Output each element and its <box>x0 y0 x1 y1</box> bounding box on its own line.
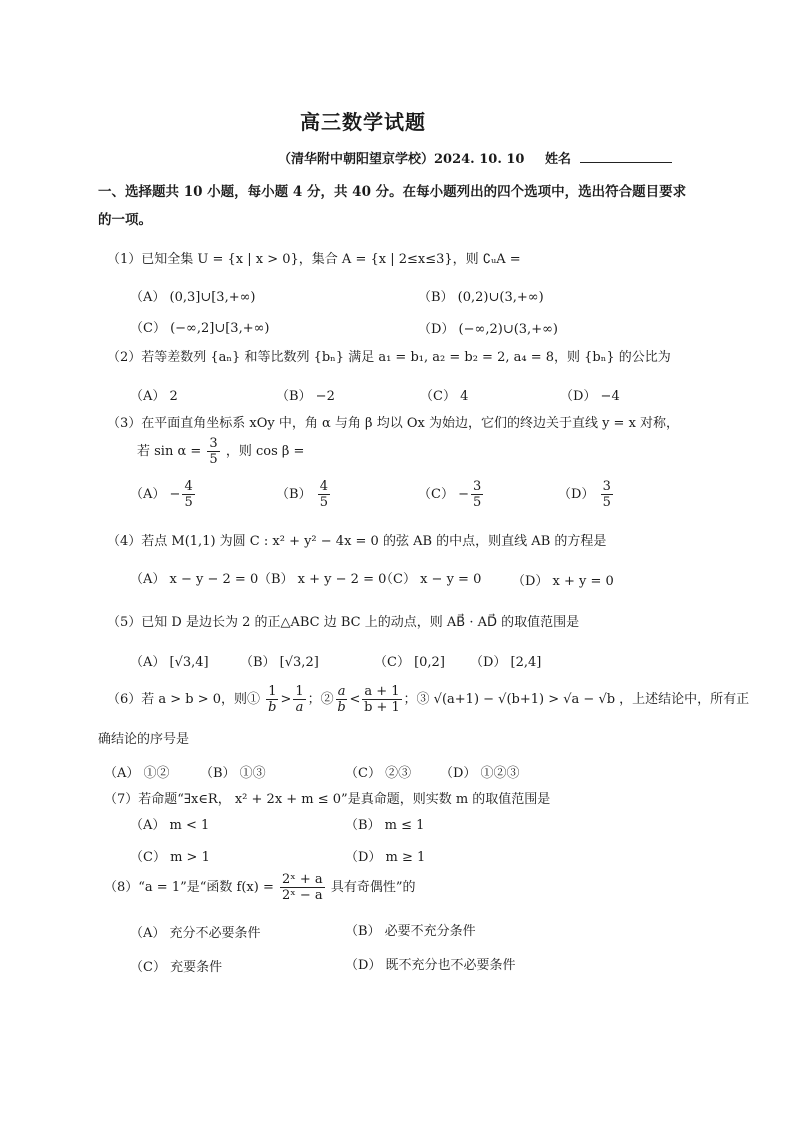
question-5-option-d: （D） [2,4] <box>470 655 542 670</box>
fraction-numerator: a + 1 <box>364 684 400 699</box>
question-7-option-a: （A） m < 1 <box>130 818 210 833</box>
question-1-stem: （1）已知全集 U = {x | x > 0}，集合 A = {x | 2≤x≤3}，则 ∁ᵤA = <box>107 252 521 267</box>
fraction-denominator: 5 <box>602 495 611 510</box>
fraction-numerator: 4 <box>184 479 193 494</box>
fraction <box>182 479 194 510</box>
fraction-denominator: a <box>295 700 304 715</box>
question-6-stem-b: ；③ √(a+1) − √(b+1) > √a − √b ，上述结论中，所有正 <box>403 692 750 707</box>
fraction <box>280 872 325 903</box>
question-5-option-c: （C） [0,2] <box>374 655 445 670</box>
question-3-stem2-pre: 若 sin α = <box>137 444 202 459</box>
question-8-stem-pre: （8）“a = 1”是“函数 f(x) = <box>104 880 274 895</box>
question-6-option-b: （B） ①③ <box>200 766 266 781</box>
fraction <box>601 479 613 510</box>
fraction-numerator: 2ˣ + a <box>281 872 323 887</box>
question-6-stem-line2: 确结论的序号是 <box>98 732 190 747</box>
fraction-numerator: a <box>337 684 346 699</box>
question-8-option-c: （C） 充要条件 <box>130 960 223 975</box>
relation-symbol: > <box>280 692 292 707</box>
fraction-denominator: 2ˣ − a <box>281 888 323 903</box>
fraction-numerator: 3 <box>602 479 611 494</box>
fraction <box>336 684 348 715</box>
fraction-numerator: 1 <box>268 684 277 699</box>
question-3-stem2-post: ，则 cos β = <box>225 444 305 459</box>
fraction <box>207 436 219 467</box>
question-8-option-b: （B） 必要不充分条件 <box>345 924 476 939</box>
question-6-option-a: （A） ①② <box>104 766 170 781</box>
page-title: 高三数学试题 <box>300 110 426 134</box>
fraction <box>266 684 278 715</box>
option-label: （C） <box>418 487 454 502</box>
section-instructions-line2: 的一项。 <box>98 212 152 228</box>
question-4-option-d: （D） x + y = 0 <box>512 574 614 589</box>
question-4-stem: （4）若点 M(1,1) 为圆 C : x² + y² − 4x = 0 的弦 AB 的中点，则直线 AB 的方程是 <box>107 534 607 549</box>
fraction-denominator: b + 1 <box>364 700 400 715</box>
question-2-option-c: （C） 4 <box>420 389 469 404</box>
question-8-stem <box>104 872 415 903</box>
fraction-denominator: b <box>337 700 346 715</box>
question-1-option-d: （D） (−∞,2)∪(3,+∞) <box>418 322 558 337</box>
section-instructions-line1: 一、选择题共 10 小题，每小题 4 分，共 40 分。在每小题列出的四个选项中，选出符合题目要求 <box>98 184 687 200</box>
question-7-option-c: （C） m > 1 <box>130 850 210 865</box>
question-2-option-a: （A） 2 <box>130 389 178 404</box>
fraction <box>318 479 330 510</box>
exam-source-date: （清华附中朝阳望京学校）2024. 10. 10 <box>278 152 525 167</box>
name-blank-line <box>580 162 672 163</box>
question-3-option-a <box>130 479 197 510</box>
question-3-option-c <box>418 479 485 510</box>
question-7-stem: （7）若命题“∃x∈R， x² + 2x + m ≤ 0”是真命题，则实数 m 的取值范围是 <box>104 792 551 807</box>
question-6-stem <box>107 684 749 715</box>
separator: ；② <box>307 692 334 707</box>
question-1-option-b: （B） (0,2)∪(3,+∞) <box>418 290 544 305</box>
question-4-option-b: （B） x + y − 2 = 0 <box>258 572 387 587</box>
question-7-option-d: （D） m ≥ 1 <box>345 850 426 865</box>
fraction <box>471 479 483 510</box>
fraction <box>362 684 401 715</box>
fraction-denominator: 5 <box>209 452 218 467</box>
question-2-option-b: （B） −2 <box>276 389 335 404</box>
fraction-numerator: 3 <box>209 436 218 451</box>
option-label: （B） <box>276 487 312 502</box>
question-6-option-d: （D） ①②③ <box>440 766 520 781</box>
question-1-option-c: （C） (−∞,2]∪[3,+∞) <box>130 321 270 336</box>
option-label: （A） <box>130 487 166 502</box>
question-4-option-a: （A） x − y − 2 = 0 <box>130 572 259 587</box>
question-3-stem-line2 <box>137 436 304 467</box>
option-label: （D） <box>558 487 595 502</box>
question-6-stem-a: （6）若 a > b > 0，则① <box>107 692 261 707</box>
fraction-numerator: 1 <box>295 684 304 699</box>
question-8-option-d: （D） 既不充分也不必要条件 <box>345 958 516 973</box>
fraction-numerator: 3 <box>473 479 482 494</box>
question-5-stem: （5）已知 D 是边长为 2 的正△ABC 边 BC 上的动点，则 AB⃗ · AD⃗ 的取值范围是 <box>107 615 580 630</box>
question-3-option-b <box>276 479 332 510</box>
question-8-stem-post: 具有奇偶性”的 <box>330 880 416 895</box>
fraction <box>293 684 305 715</box>
question-2-option-d: （D） −4 <box>560 389 620 404</box>
question-6-option-c: （C） ②③ <box>345 766 412 781</box>
fraction-denominator: b <box>268 700 277 715</box>
fraction-denominator: 5 <box>473 495 482 510</box>
question-3-option-d <box>558 479 615 510</box>
fraction-numerator: 4 <box>319 479 328 494</box>
fraction-denominator: 5 <box>319 495 328 510</box>
question-8-option-a: （A） 充分不必要条件 <box>130 926 261 941</box>
question-5-option-b: （B） [√3,2] <box>240 655 319 670</box>
question-3-stem: （3）在平面直角坐标系 xOy 中，角 α 与角 β 均以 Ox 为始边，它们的终边关于直线 y = x 对称， <box>107 416 680 431</box>
name-label: 姓名 <box>545 152 572 167</box>
option-sign: − <box>458 487 469 502</box>
option-sign: − <box>169 487 181 502</box>
question-5-option-a: （A） [√3,4] <box>130 655 209 670</box>
question-2-stem: （2）若等差数列 {aₙ} 和等比数列 {bₙ} 满足 a₁ = b₁, a₂ = b₂ = 2, a₄ = 8，则 {bₙ} 的公比为 <box>107 350 671 365</box>
question-4-option-c: （C） x − y = 0 <box>380 572 482 587</box>
question-7-option-b: （B） m ≤ 1 <box>345 818 425 833</box>
relation-symbol: < <box>349 692 361 707</box>
fraction-denominator: 5 <box>184 495 193 510</box>
question-1-option-a: （A） (0,3]∪[3,+∞) <box>130 290 256 305</box>
